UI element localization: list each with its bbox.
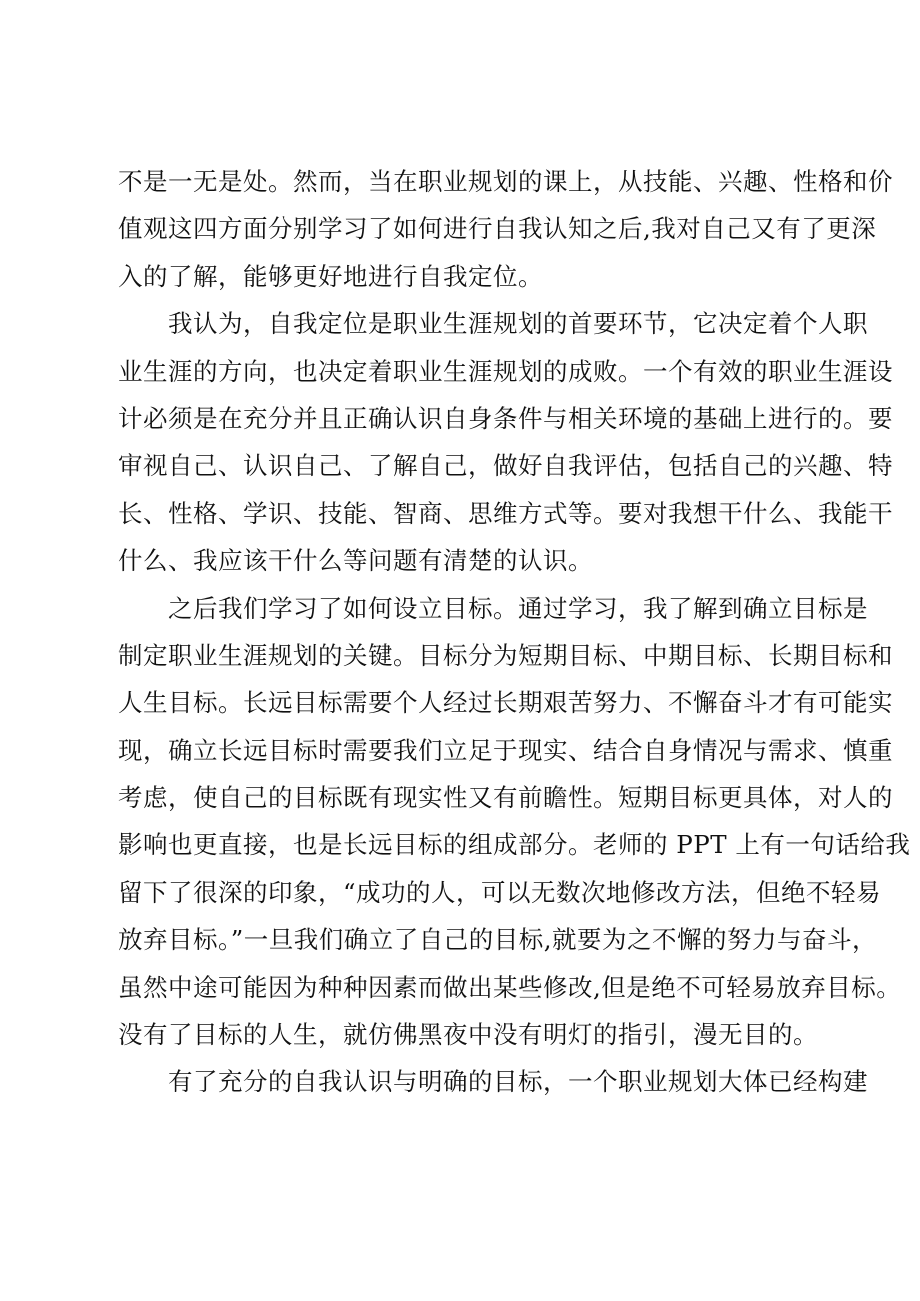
paragraph-start-line: 有了充分的自我认识与明确的目标，一个职业规划大体已经构建	[168, 1067, 868, 1097]
text-line: 放弃目标。”一旦我们确立了自己的目标,就要为之不懈的努力与奋斗，	[118, 925, 878, 955]
text-line: 考虑，使自己的目标既有现实性又有前瞻性。短期目标更具体，对人的	[118, 783, 893, 813]
text-line: 审视自己、认识自己、了解自己，做好自我评估，包括自己的兴趣、特	[118, 451, 893, 481]
text-line: 现，确立长远目标时需要我们立足于现实、结合自身情况与需求、慎重	[118, 735, 893, 765]
text-line: 虽然中途可能因为种种因素而做出某些修改,但是绝不可轻易放弃目标。	[118, 972, 902, 1002]
text-line: 影响也更直接，也是长远目标的组成部分。老师的 PPT 上有一句话给我	[118, 830, 911, 860]
text-line: 值观这四方面分别学习了如何进行自我认知之后,我对自己又有了更深	[118, 214, 877, 244]
text-line: 留下了很深的印象，“成功的人，可以无数次地修改方法，但绝不轻易	[118, 877, 882, 907]
text-line: 什么、我应该干什么等问题有清楚的认识。	[118, 546, 593, 576]
text-line: 不是一无是处。然而，当在职业规划的课上，从技能、兴趣、性格和价	[118, 167, 893, 196]
text-line: 长、性格、学识、技能、智商、思维方式等。要对我想干什么、我能干	[118, 498, 893, 528]
text-line: 没有了目标的人生，就仿佛黑夜中没有明灯的指引，漫无目的。	[118, 1020, 818, 1050]
paragraph-start-line: 之后我们学习了如何设立目标。通过学习，我了解到确立目标是	[168, 593, 868, 623]
text-line: 制定职业生涯规划的关键。目标分为短期目标、中期目标、长期目标和	[118, 640, 893, 670]
paragraph-start-line: 我认为，自我定位是职业生涯规划的首要环节，它决定着个人职	[168, 309, 868, 339]
text-line: 入的了解，能够更好地进行自我定位。	[118, 261, 543, 291]
text-line: 人生目标。长远目标需要个人经过长期艰苦努力、不懈奋斗才有可能实	[118, 688, 893, 718]
body-text	[118, 158, 911, 1106]
text-line: 业生涯的方向，也决定着职业生涯规划的成败。一个有效的职业生涯设	[118, 356, 893, 386]
text-line: 计必须是在充分并且正确认识自身条件与相关环境的基础上进行的。要	[118, 403, 893, 433]
